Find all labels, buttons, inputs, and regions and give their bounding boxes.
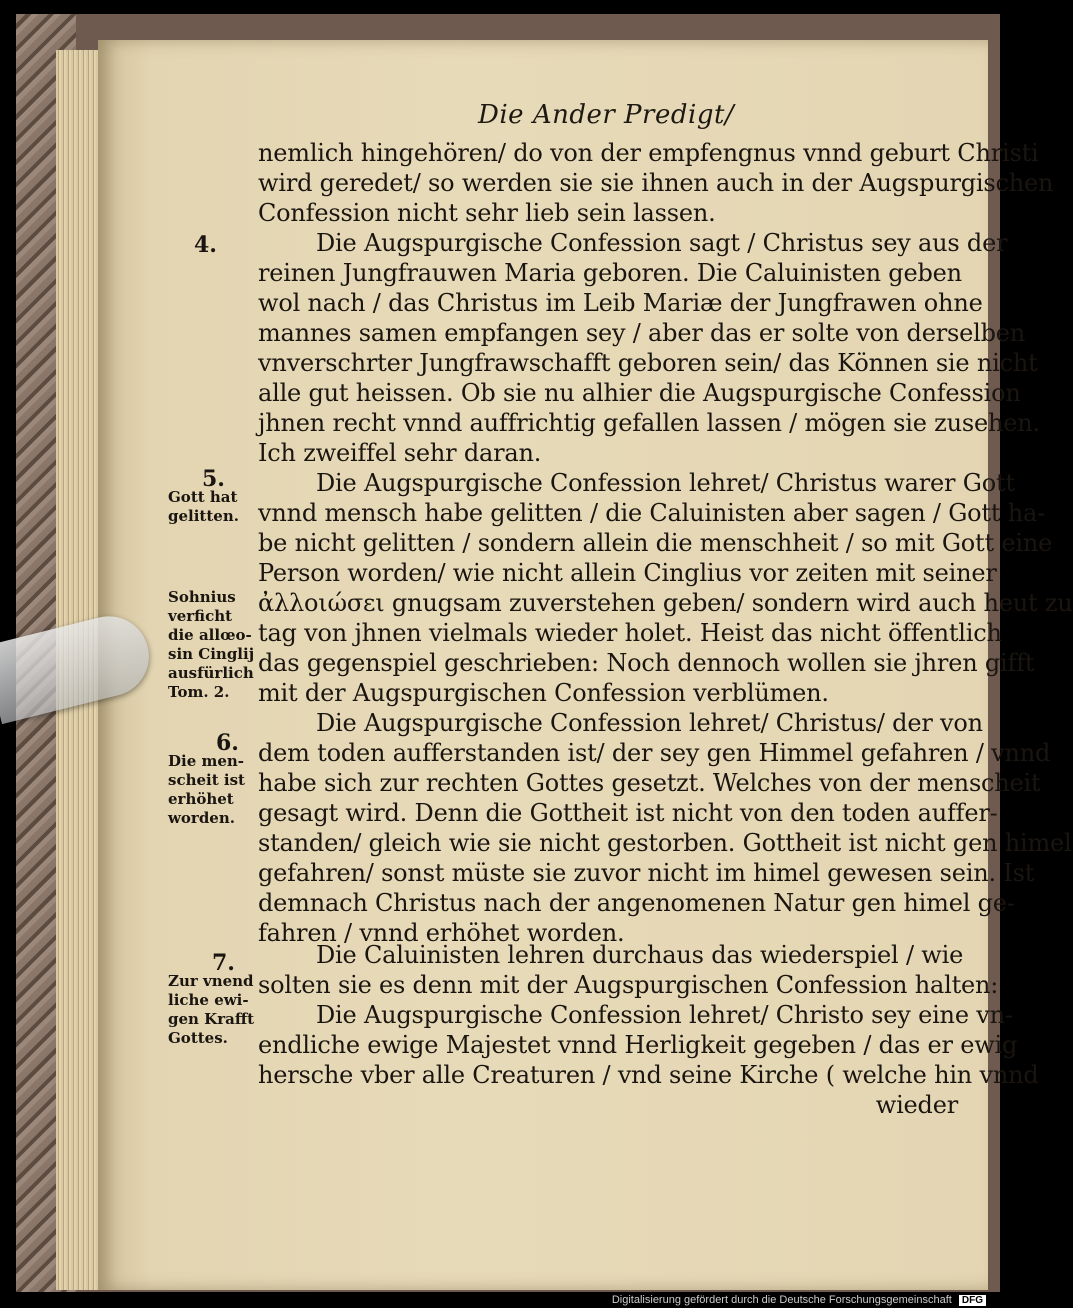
text-line: Die Augspurgische Confession lehret/ Christus warer Gott xyxy=(316,469,1015,497)
text-line: Confession nicht sehr lieb sein lassen. xyxy=(258,199,716,227)
text-line: solten sie es denn mit der Augspurgischen Confession halten: xyxy=(258,971,999,999)
footer-credit xyxy=(612,1294,986,1306)
text-line: wird geredet/ so werden sie sie ihnen auch in der Augspurgischen xyxy=(258,169,1054,197)
text-line: mit der Augspurgischen Confession verblümen. xyxy=(258,679,829,707)
section-number: 6. xyxy=(216,730,239,756)
text-line: endliche ewige Majestet vnnd Herligkeit gegeben / das er ewig xyxy=(258,1031,1018,1059)
text-line: hersche vber alle Creaturen / vnd seine Kirche ( welche hin vnnd xyxy=(258,1061,1039,1089)
section-number: 7. xyxy=(212,950,235,976)
text-line: Die Caluinisten lehren durchaus das wiederspiel / wie xyxy=(316,941,964,969)
text-line: demnach Christus nach der angenomenen Natur gen himel ge- xyxy=(258,889,1015,917)
text-line: jhnen recht vnnd auffrichtig gefallen lassen / mögen sie zusehen. xyxy=(258,409,1040,437)
text-line: das gegenspiel geschrieben: Noch dennoch wollen sie jhren gifft xyxy=(258,649,1035,677)
text-line: be nicht gelitten / sondern allein die menschheit / so mit Gott eine xyxy=(258,529,1053,557)
text-line: Die Augspurgische Confession lehret/ Christus/ der von xyxy=(316,709,983,737)
text-line: ἀλλοιώσει gnugsam zuverstehen geben/ sondern wird auch heut zu xyxy=(258,589,1073,617)
text-line: alle gut heissen. Ob sie nu alhier die Augspurgische Confession xyxy=(258,379,1021,407)
text-line: Die Augspurgische Confession lehret/ Christo sey eine vn- xyxy=(316,1001,1013,1029)
text-line: dem toden aufferstanden ist/ der sey gen Himmel gefahren / vnnd xyxy=(258,739,1051,767)
book-page xyxy=(98,40,1073,1290)
margin-note: Gott hat gelitten. xyxy=(168,488,239,525)
text-line: vnverschrter Jungfrawschafft geboren sein/ das Können sie nicht xyxy=(258,349,1038,377)
margin-note: Zur vnend liche ewi- gen Krafft Gottes. xyxy=(168,972,255,1047)
text-line: gefahren/ sonst müste sie zuvor nicht im himel gewesen sein. Ist xyxy=(258,859,1035,887)
text-line: Ich zweiffel sehr daran. xyxy=(258,439,542,467)
catchword: wieder xyxy=(875,1091,958,1119)
text-line: reinen Jungfrauwen Maria geboren. Die Caluinisten geben xyxy=(258,259,962,287)
dfg-logo: DFG xyxy=(959,1295,986,1306)
text-line: vnnd mensch habe gelitten / die Caluinisten aber sagen / Gott ha- xyxy=(258,499,1046,527)
text-line: fahren / vnnd erhöhet worden. xyxy=(258,919,625,947)
text-line: mannes samen empfangen sey / aber das er solte von derselben xyxy=(258,319,1026,347)
running-head: Die Ander Predigt/ xyxy=(478,100,735,130)
section-number: 5. xyxy=(202,466,225,492)
text-line: gesagt wird. Denn die Gottheit ist nicht von den toden auffer- xyxy=(258,799,998,827)
footer-credit-text: Digitalisierung gefördert durch die Deutsche Forschungsgemeinschaft xyxy=(611,1294,952,1306)
text-line: Die Augspurgische Confession sagt / Christus sey aus der xyxy=(316,229,1008,257)
text-line: habe sich zur rechten Gottes gesetzt. Welches von der menscheit xyxy=(258,769,1041,797)
text-line: nemlich hingehören/ do von der empfengnus vnnd geburt Christi xyxy=(258,139,1039,167)
section-number: 4. xyxy=(194,232,217,258)
text-line: standen/ gleich wie sie nicht gestorben. Gottheit ist nicht gen himel xyxy=(258,829,1072,857)
text-line: Person worden/ wie nicht allein Cinglius vor zeiten mit seiner xyxy=(258,559,997,587)
margin-note: Die men- scheit ist erhöhet worden. xyxy=(168,752,245,827)
text-line: wol nach / das Christus im Leib Mariæ der Jungfrawen ohne xyxy=(258,289,983,317)
margin-note: Sohnius verficht die allœo- sin Cinglij ausfürlich Tom. 2. xyxy=(168,588,255,701)
text-line: tag von jhnen vielmals wieder holet. Heist das nicht öffentlich xyxy=(258,619,1002,647)
